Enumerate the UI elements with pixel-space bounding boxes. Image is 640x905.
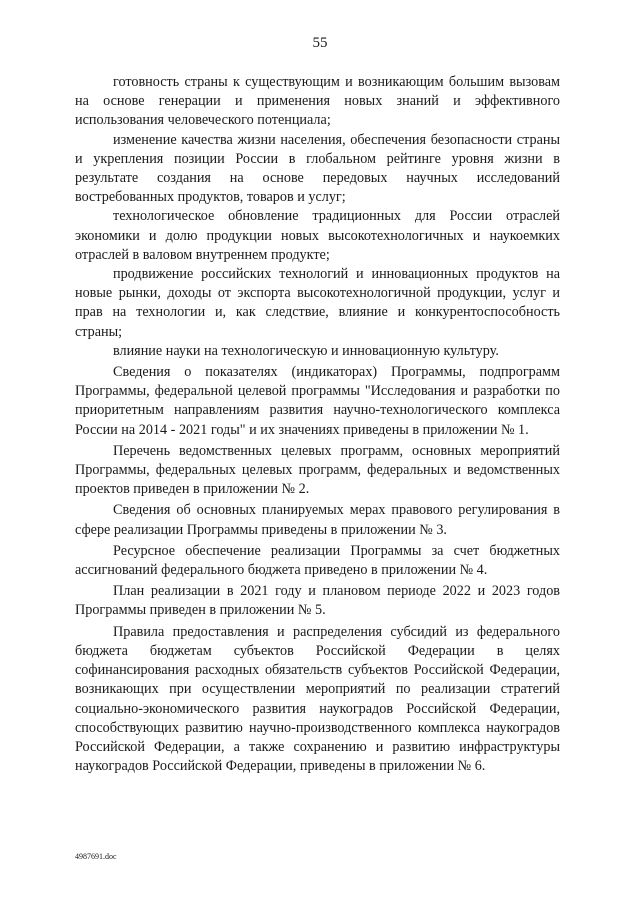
paragraph-programs-list: Перечень ведомственных целевых программ, основных мероприятий Программы, федеральных целевых программ, федеральных и ведомственных проектов приведен в приложении № 2. [75, 442, 560, 498]
paragraph-legal-measures: Сведения об основных планируемых мерах правового регулирования в сфере реализации Программы приведены в приложении № 3. [75, 502, 560, 538]
page-number: 55 [312, 35, 328, 51]
paragraph-quality-of-life: изменение качества жизни населения, обеспечения безопасности страны и укрепления позиции России в глобальном рейтинге уровня жизни в результате создания на основе передовых научных исследований востребованных продуктов, товаров и услуг; [75, 131, 560, 206]
paragraph-science-influence: влияние науки на технологическую и инновационную культуру. [113, 342, 499, 359]
paragraph-plan: План реализации в 2021 году и плановом периоде 2022 и 2023 годов Программы приведен в приложении № 5. [75, 583, 560, 619]
footer-filename: 4987691.doc [75, 852, 117, 861]
document-body [75, 73, 560, 776]
paragraph-subsidy-rules: Правила предоставления и распределения субсидий из федерального бюджета бюджетам субъектов Российской Федерации в целях софинансирования расходных обязательств субъектов Российской Федерации, возникающих при осуществлении мероприятий по реализации стратегий социально-экономического развития наукоградов Российской Федерации, способствующих развитию научно-производственного комплекса наукоградов Российской Федерации, а также сохранению и развитию инфраструктуры наукоградов Российской Федерации, приведены в приложении № 6. [75, 623, 560, 775]
paragraph-resources: Ресурсное обеспечение реализации Программы за счет бюджетных ассигнований федерального бюджета приведено в приложении № 4. [75, 542, 560, 579]
paragraph-tech-renewal: технологическое обновление традиционных для России отраслей экономики и долю продукции новых высокотехнологичных и наукоемких отраслей в валовом внутреннем продукте; [75, 208, 560, 263]
paragraph-readiness: готовность страны к существующим и возникающим большим вызовам на основе генерации и применения новых знаний и эффективного использования человеческого потенциала; [75, 74, 560, 129]
paragraph-indicators: Сведения о показателях (индикаторах) Программы, подпрограмм Программы, федеральной целевой программы "Исследования и разработки по приоритетным направлениям развития научно-технологического комплекса России на 2014 - 2021 годы" и их значениях приведены в приложении № 1. [75, 364, 560, 438]
paragraph-promotion: продвижение российских технологий и инновационных продуктов на новые рынки, доходы от экспорта высокотехнологичной продукции, услуг и прав на технологии и, как следствие, влияние и конкурентоспособность страны; [75, 266, 560, 340]
